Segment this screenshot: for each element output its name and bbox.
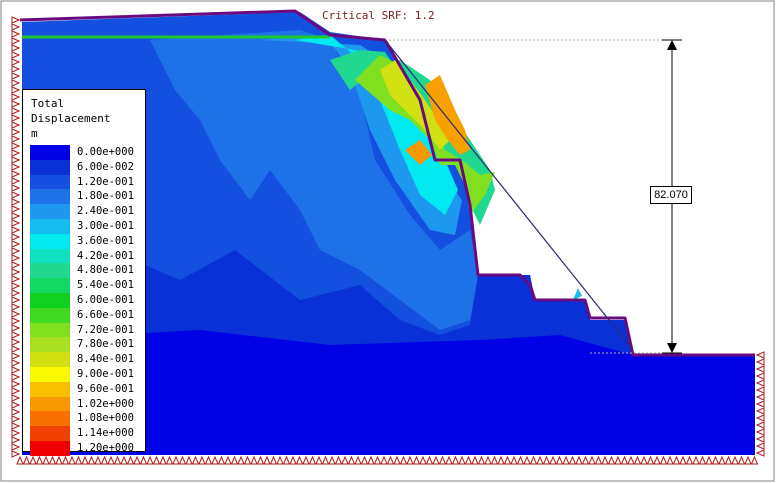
support-symbol — [757, 352, 764, 358]
legend-entry — [30, 367, 142, 382]
support-symbol — [12, 402, 19, 408]
support-symbol — [757, 387, 764, 393]
support-symbol — [12, 192, 19, 198]
legend-entry — [30, 323, 142, 338]
support-symbol — [687, 457, 693, 464]
legend-entry-label: 7.80e-001 — [77, 338, 134, 351]
support-symbol — [12, 150, 19, 156]
legend-entry — [30, 204, 142, 219]
legend-entry-label: 9.00e-001 — [77, 367, 134, 380]
support-symbol — [433, 457, 439, 464]
support-symbol — [63, 457, 69, 464]
legend-color-swatch — [30, 204, 70, 219]
support-symbol — [193, 457, 199, 464]
legend-unit: m — [31, 127, 38, 140]
support-symbol — [576, 457, 582, 464]
support-symbol — [589, 457, 595, 464]
legend-entry-label: 6.60e-001 — [77, 308, 134, 321]
legend-title-line: Displacement — [31, 112, 111, 125]
support-symbol — [459, 457, 465, 464]
support-symbol — [537, 457, 543, 464]
legend-title — [31, 96, 141, 141]
support-symbol — [381, 457, 387, 464]
legend-entry-label: 1.02e+000 — [77, 397, 134, 410]
support-symbol — [12, 409, 19, 415]
support-symbol — [271, 457, 277, 464]
legend-entry — [30, 352, 142, 367]
support-symbol — [12, 430, 19, 436]
support-symbol — [700, 457, 706, 464]
legend-panel — [22, 89, 146, 452]
support-symbol — [12, 395, 19, 401]
support-symbol — [739, 457, 745, 464]
support-symbol — [355, 457, 361, 464]
support-symbol — [12, 241, 19, 247]
support-symbol — [719, 457, 725, 464]
legend-entry-label: 3.60e-001 — [77, 234, 134, 247]
support-symbol — [407, 457, 413, 464]
support-symbol — [757, 380, 764, 386]
support-symbol — [757, 408, 764, 414]
bottom-boundary-supports — [17, 457, 758, 464]
legend-color-swatch — [30, 323, 70, 338]
support-symbol — [12, 80, 19, 86]
support-symbol — [757, 394, 764, 400]
support-symbol — [160, 457, 166, 464]
support-symbol — [12, 416, 19, 422]
support-symbol — [95, 457, 101, 464]
support-symbol — [12, 318, 19, 324]
support-symbol — [43, 457, 49, 464]
legend-entry-label: 2.40e-001 — [77, 205, 134, 218]
support-symbol — [251, 457, 257, 464]
support-symbol — [134, 457, 140, 464]
support-symbol — [12, 346, 19, 352]
support-symbol — [472, 457, 478, 464]
legend-entry-label: 1.08e+000 — [77, 412, 134, 425]
support-symbol — [219, 457, 225, 464]
support-symbol — [12, 325, 19, 331]
support-symbol — [108, 457, 114, 464]
support-symbol — [303, 457, 309, 464]
support-symbol — [12, 339, 19, 345]
support-symbol — [12, 122, 19, 128]
legend-entry-label: 8.40e-001 — [77, 353, 134, 366]
support-symbol — [199, 457, 205, 464]
support-symbol — [12, 66, 19, 72]
support-symbol — [12, 87, 19, 93]
support-symbol — [511, 457, 517, 464]
legend-entry — [30, 249, 142, 264]
legend-color-swatch — [30, 189, 70, 204]
legend-entry — [30, 234, 142, 249]
support-symbol — [628, 457, 634, 464]
support-symbol — [12, 444, 19, 450]
legend-color-swatch — [30, 249, 70, 264]
support-symbol — [615, 457, 621, 464]
support-symbol — [12, 129, 19, 135]
legend-entry — [30, 382, 142, 397]
support-symbol — [154, 457, 160, 464]
left-boundary-supports — [12, 17, 19, 457]
support-symbol — [654, 457, 660, 464]
support-symbol — [531, 457, 537, 464]
support-symbol — [757, 422, 764, 428]
support-symbol — [206, 457, 212, 464]
support-symbol — [12, 17, 19, 23]
support-symbol — [453, 457, 459, 464]
support-symbol — [466, 457, 472, 464]
support-symbol — [12, 136, 19, 142]
support-symbol — [492, 457, 498, 464]
legend-entry — [30, 293, 142, 308]
legend-entry-label: 4.20e-001 — [77, 249, 134, 262]
support-symbol — [12, 45, 19, 51]
support-symbol — [12, 332, 19, 338]
support-symbol — [12, 31, 19, 37]
support-symbol — [82, 457, 88, 464]
support-symbol — [12, 227, 19, 233]
support-symbol — [498, 457, 504, 464]
support-symbol — [323, 457, 329, 464]
support-symbol — [518, 457, 524, 464]
support-symbol — [622, 457, 628, 464]
dimension-arrow-top — [667, 40, 677, 50]
support-symbol — [115, 457, 121, 464]
support-symbol — [550, 457, 556, 464]
support-symbol — [427, 457, 433, 464]
support-symbol — [570, 457, 576, 464]
support-symbol — [277, 457, 283, 464]
support-symbol — [12, 171, 19, 177]
support-symbol — [12, 423, 19, 429]
legend-entry — [30, 278, 142, 293]
support-symbol — [186, 457, 192, 464]
support-symbol — [37, 457, 43, 464]
support-symbol — [12, 73, 19, 79]
support-symbol — [258, 457, 264, 464]
support-symbol — [329, 457, 335, 464]
support-symbol — [375, 457, 381, 464]
support-symbol — [12, 283, 19, 289]
support-symbol — [12, 178, 19, 184]
critical-srf-label: Critical SRF: 1.2 — [322, 9, 435, 22]
legend-entry-label: 1.80e-001 — [77, 190, 134, 203]
support-symbol — [121, 457, 127, 464]
support-symbol — [12, 199, 19, 205]
legend-color-swatch — [30, 308, 70, 323]
support-symbol — [713, 457, 719, 464]
legend-color-swatch — [30, 219, 70, 234]
support-symbol — [12, 304, 19, 310]
support-symbol — [12, 451, 19, 457]
support-symbol — [674, 457, 680, 464]
support-symbol — [212, 457, 218, 464]
support-symbol — [284, 457, 290, 464]
support-symbol — [12, 213, 19, 219]
dimension-value-label: 82.070 — [650, 186, 692, 204]
legend-entry-label: 4.80e-001 — [77, 264, 134, 277]
support-symbol — [342, 457, 348, 464]
support-symbol — [757, 450, 764, 456]
support-symbol — [238, 457, 244, 464]
legend-entry — [30, 426, 142, 441]
support-symbol — [388, 457, 394, 464]
support-symbol — [667, 457, 673, 464]
support-symbol — [706, 457, 712, 464]
support-symbol — [752, 457, 758, 464]
support-symbol — [12, 388, 19, 394]
support-symbol — [12, 262, 19, 268]
support-symbol — [141, 457, 147, 464]
legend-color-swatch — [30, 411, 70, 426]
support-symbol — [479, 457, 485, 464]
support-symbol — [596, 457, 602, 464]
support-symbol — [12, 437, 19, 443]
legend-entry — [30, 219, 142, 234]
legend-entries — [30, 145, 142, 456]
support-symbol — [12, 381, 19, 387]
support-symbol — [757, 415, 764, 421]
legend-color-swatch — [30, 397, 70, 412]
support-symbol — [336, 457, 342, 464]
support-symbol — [12, 185, 19, 191]
support-symbol — [401, 457, 407, 464]
legend-entry — [30, 189, 142, 204]
support-symbol — [12, 59, 19, 65]
support-symbol — [56, 457, 62, 464]
legend-color-swatch — [30, 426, 70, 441]
support-symbol — [12, 38, 19, 44]
legend-color-swatch — [30, 382, 70, 397]
support-symbol — [609, 457, 615, 464]
support-symbol — [290, 457, 296, 464]
support-symbol — [76, 457, 82, 464]
legend-entry — [30, 175, 142, 190]
support-symbol — [167, 457, 173, 464]
support-symbol — [147, 457, 153, 464]
support-symbol — [12, 290, 19, 296]
legend-entry — [30, 411, 142, 426]
support-symbol — [635, 457, 641, 464]
support-symbol — [12, 206, 19, 212]
legend-entry — [30, 308, 142, 323]
support-symbol — [12, 157, 19, 163]
support-symbol — [12, 115, 19, 121]
dimension-arrow-bottom — [667, 343, 677, 353]
support-symbol — [757, 359, 764, 365]
legend-entry-label: 1.14e+000 — [77, 427, 134, 440]
support-symbol — [12, 164, 19, 170]
support-symbol — [12, 24, 19, 30]
support-symbol — [680, 457, 686, 464]
legend-entry-label: 1.20e+000 — [77, 441, 134, 454]
legend-entry-label: 0.00e+000 — [77, 146, 134, 158]
support-symbol — [641, 457, 647, 464]
support-symbol — [12, 311, 19, 317]
support-symbol — [12, 297, 19, 303]
support-symbol — [420, 457, 426, 464]
support-symbol — [349, 457, 355, 464]
support-symbol — [745, 457, 751, 464]
legend-color-swatch — [30, 352, 70, 367]
support-symbol — [30, 457, 36, 464]
legend-entry — [30, 441, 142, 456]
support-symbol — [368, 457, 374, 464]
support-symbol — [757, 443, 764, 449]
support-symbol — [128, 457, 134, 464]
support-symbol — [446, 457, 452, 464]
support-symbol — [485, 457, 491, 464]
support-symbol — [362, 457, 368, 464]
support-symbol — [648, 457, 654, 464]
support-symbol — [505, 457, 511, 464]
support-symbol — [180, 457, 186, 464]
support-symbol — [661, 457, 667, 464]
support-symbol — [173, 457, 179, 464]
support-symbol — [757, 366, 764, 372]
support-symbol — [12, 374, 19, 380]
displacement-fleck — [573, 288, 582, 300]
legend-entry — [30, 263, 142, 278]
right-boundary-supports — [757, 352, 764, 456]
legend-entry — [30, 160, 142, 175]
legend-color-swatch — [30, 441, 70, 456]
support-symbol — [316, 457, 322, 464]
legend-entry-label: 6.00e-002 — [77, 160, 134, 173]
legend-color-swatch — [30, 293, 70, 308]
support-symbol — [12, 220, 19, 226]
support-symbol — [12, 276, 19, 282]
legend-entry — [30, 397, 142, 412]
support-symbol — [12, 143, 19, 149]
legend-color-swatch — [30, 337, 70, 352]
legend-entry-label: 9.60e-001 — [77, 382, 134, 395]
support-symbol — [12, 248, 19, 254]
support-symbol — [225, 457, 231, 464]
legend-entry-label: 1.20e-001 — [77, 175, 134, 188]
support-symbol — [12, 108, 19, 114]
support-symbol — [757, 436, 764, 442]
support-symbol — [12, 234, 19, 240]
support-symbol — [89, 457, 95, 464]
support-symbol — [440, 457, 446, 464]
support-symbol — [693, 457, 699, 464]
support-symbol — [757, 429, 764, 435]
support-symbol — [12, 269, 19, 275]
support-symbol — [726, 457, 732, 464]
support-symbol — [12, 52, 19, 58]
support-symbol — [264, 457, 270, 464]
support-symbol — [602, 457, 608, 464]
support-symbol — [12, 360, 19, 366]
support-symbol — [394, 457, 400, 464]
legend-color-swatch — [30, 278, 70, 293]
support-symbol — [12, 353, 19, 359]
support-symbol — [563, 457, 569, 464]
legend-entry-label: 5.40e-001 — [77, 279, 134, 292]
support-symbol — [524, 457, 530, 464]
legend-color-swatch — [30, 175, 70, 190]
support-symbol — [732, 457, 738, 464]
support-symbol — [757, 401, 764, 407]
support-symbol — [17, 457, 23, 464]
legend-entry — [30, 145, 142, 160]
support-symbol — [12, 367, 19, 373]
support-symbol — [12, 101, 19, 107]
support-symbol — [557, 457, 563, 464]
legend-color-swatch — [30, 160, 70, 175]
legend-color-swatch — [30, 145, 70, 160]
legend-entry-label: 6.00e-001 — [77, 293, 134, 306]
support-symbol — [50, 457, 56, 464]
support-symbol — [310, 457, 316, 464]
support-symbol — [12, 255, 19, 261]
support-symbol — [24, 457, 30, 464]
legend-entry-label: 3.00e-001 — [77, 219, 134, 232]
support-symbol — [757, 373, 764, 379]
support-symbol — [414, 457, 420, 464]
support-symbol — [232, 457, 238, 464]
legend-title-line: Total — [31, 97, 65, 110]
support-symbol — [69, 457, 75, 464]
legend-entry — [30, 337, 142, 352]
support-symbol — [297, 457, 303, 464]
legend-color-swatch — [30, 367, 70, 382]
support-symbol — [544, 457, 550, 464]
support-symbol — [102, 457, 108, 464]
support-symbol — [245, 457, 251, 464]
legend-color-swatch — [30, 234, 70, 249]
support-symbol — [12, 94, 19, 100]
legend-color-swatch — [30, 263, 70, 278]
legend-entry-label: 7.20e-001 — [77, 323, 134, 336]
support-symbol — [583, 457, 589, 464]
